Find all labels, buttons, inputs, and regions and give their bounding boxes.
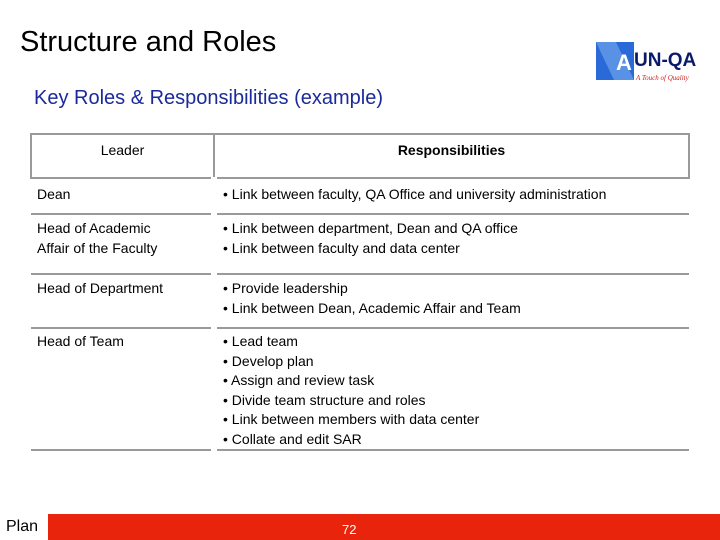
roles-table xyxy=(30,133,690,451)
table-row xyxy=(31,214,689,274)
leader-text: Dean xyxy=(37,186,71,202)
table-row xyxy=(31,274,689,328)
footer-section-label: Plan xyxy=(0,514,48,540)
header-leader: Leader xyxy=(31,134,214,178)
responsibility-item: • Provide leadership xyxy=(223,280,348,296)
responsibility-item: • Link between faculty, QA Office and university administration xyxy=(223,186,607,202)
responsibility-item: • Assign and review task xyxy=(223,372,375,388)
logo-letter-a: A xyxy=(616,50,632,75)
responsibility-cell xyxy=(214,328,689,450)
responsibility-item: • Collate and edit SAR xyxy=(223,430,362,447)
table-row xyxy=(31,178,689,214)
leader-cell xyxy=(31,178,214,214)
page-number: 72 xyxy=(342,522,357,537)
slide-subtitle: Key Roles & Responsibilities (example) xyxy=(34,87,384,109)
responsibility-cell xyxy=(214,274,689,328)
responsibility-item: • Link between faculty and data center xyxy=(223,239,460,256)
aun-qa-logo xyxy=(594,40,700,84)
logo-tagline: A Touch of Quality xyxy=(636,74,689,82)
leader-text: Affair of the Faculty xyxy=(37,239,158,256)
responsibility-item: • Link between department, Dean and QA office xyxy=(223,220,518,236)
leader-cell xyxy=(31,274,214,328)
responsibility-item: • Link between Dean, Academic Affair and Team xyxy=(223,299,521,316)
responsibility-item: • Lead team xyxy=(223,333,298,349)
leader-text: Head of Department xyxy=(37,280,164,296)
slide-title: Structure and Roles xyxy=(20,26,277,58)
logo-brand-text: UN-QA xyxy=(634,50,697,71)
responsibility-item: • Divide team structure and roles xyxy=(223,391,426,408)
responsibility-cell xyxy=(214,178,689,214)
leader-cell xyxy=(31,328,214,450)
responsibility-item: • Link between members with data center xyxy=(223,411,480,427)
responsibility-item: • Develop plan xyxy=(223,352,314,369)
leader-text: Head of Academic xyxy=(37,220,151,236)
responsibility-cell xyxy=(214,214,689,274)
header-responsibilities: Responsibilities xyxy=(214,134,689,178)
footer-bar xyxy=(0,514,720,540)
leader-text: Head of Team xyxy=(37,333,124,349)
table-row xyxy=(31,328,689,450)
table-header-row xyxy=(31,134,689,178)
leader-cell xyxy=(31,214,214,274)
